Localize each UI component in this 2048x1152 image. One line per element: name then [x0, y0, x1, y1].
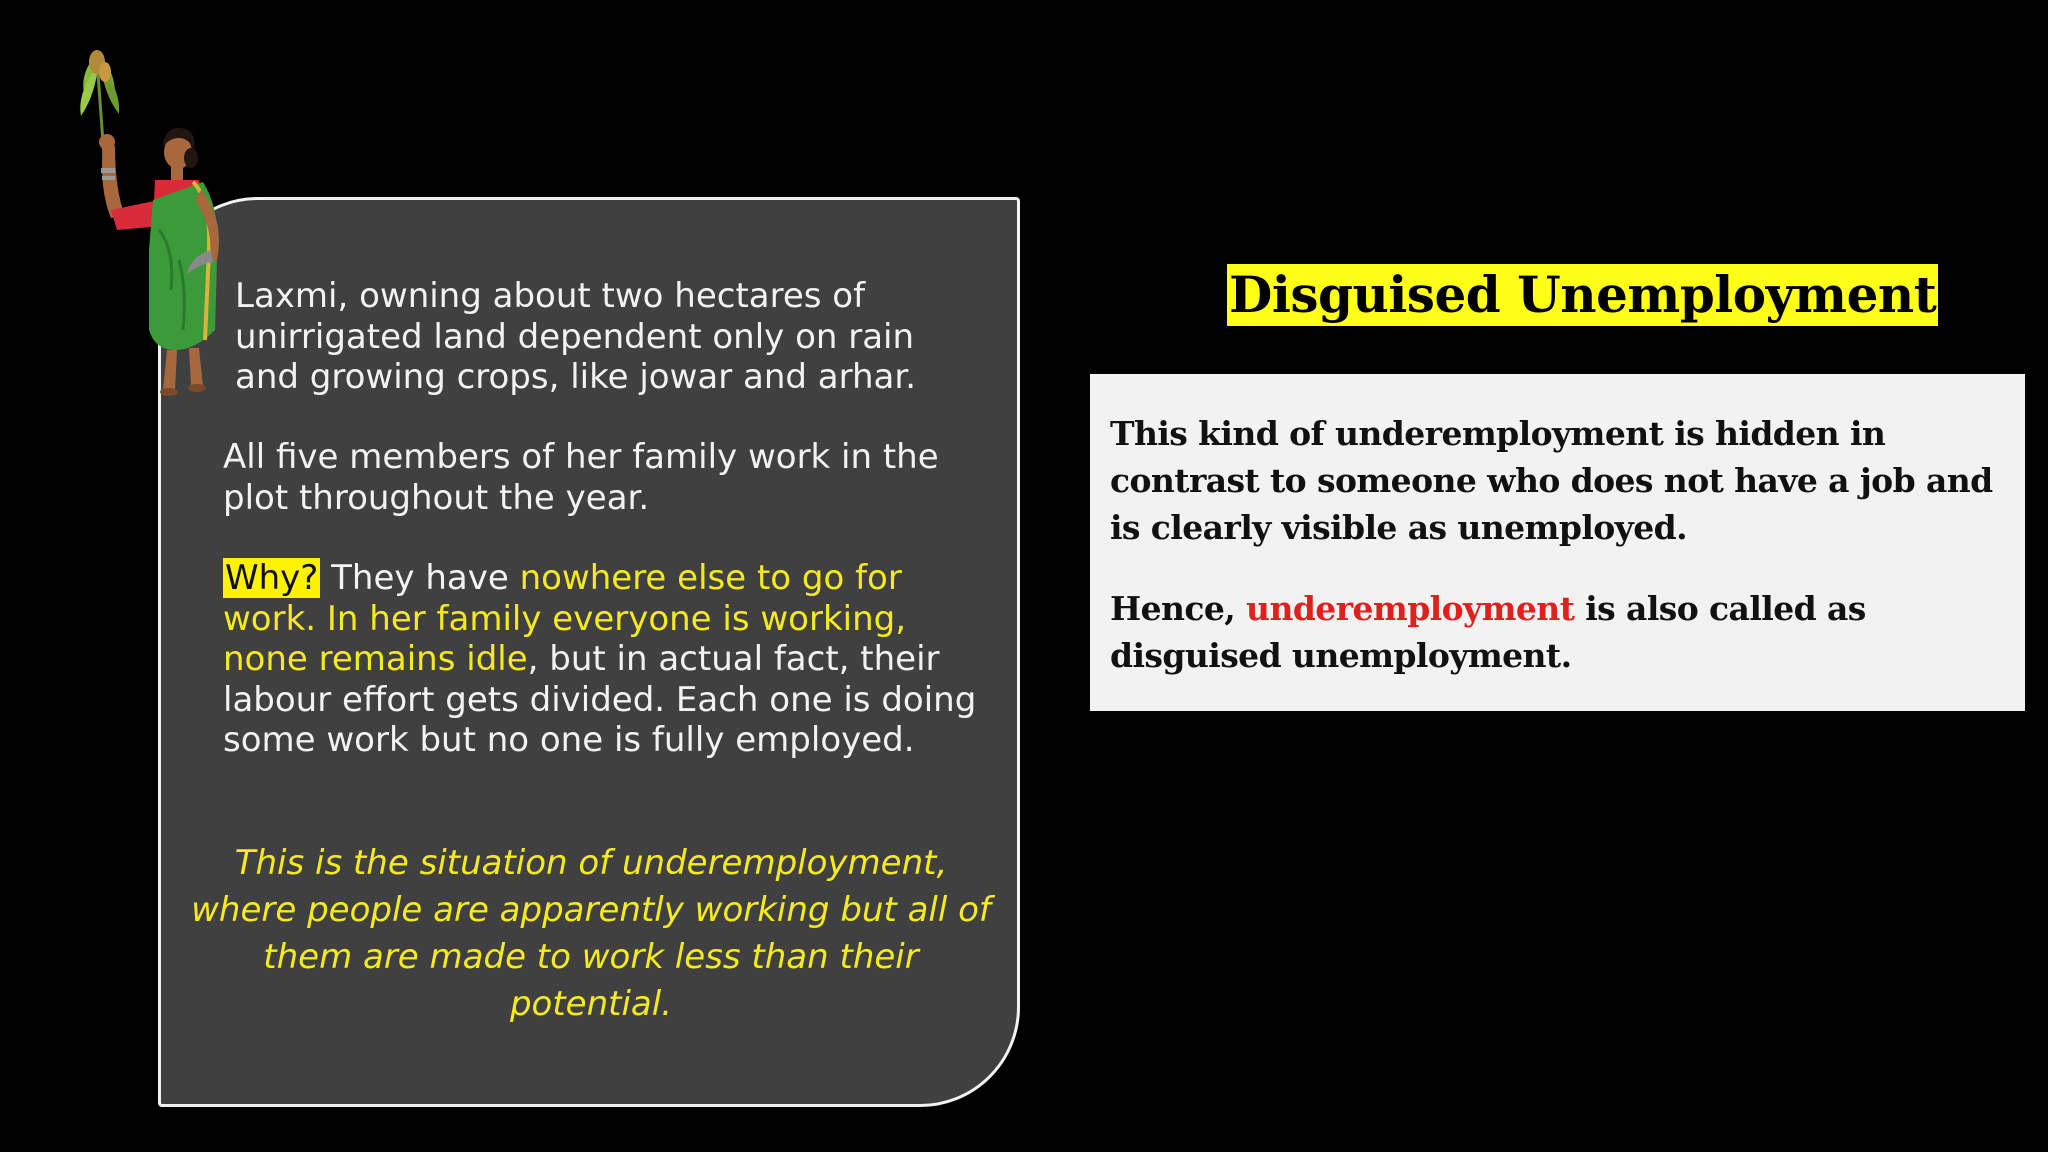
definition-paragraph-1: This kind of underemployment is hidden in contrast to someone who does not have a job and is clearly visible as unemployed.	[1110, 414, 1993, 547]
family-paragraph: All five members of her family work in the plot throughout the year.	[223, 437, 939, 518]
definition-p2-after: is also called as disguised unemployment.	[1110, 589, 1866, 675]
intro-paragraph: Laxmi, owning about two hectares of unirrigated land dependent only on rain and growing crops, like jowar and arhar.	[235, 276, 917, 397]
woman-farmer-holding-crop-icon	[75, 50, 250, 405]
why-rest: , but in actual fact, their labour effort gets divided. Each one is doing some work but no one is fully employed.	[223, 639, 977, 760]
definition-p2-before: Hence,	[1110, 589, 1236, 628]
definition-box	[1090, 374, 2025, 711]
why-paragraph	[223, 558, 983, 761]
why-lead: They have	[331, 558, 509, 598]
slide-title: Disguised Unemployment	[1229, 265, 1937, 324]
definition-paragraph-2	[1110, 585, 2007, 679]
underemployment-term: underemployment	[1246, 589, 1575, 628]
why-highlight: nowhere else to go for work. In her family everyone is working, none remains idle	[223, 558, 907, 679]
story-card	[158, 197, 1020, 1107]
why-badge: Why?	[225, 558, 319, 598]
situation-statement: This is the situation of underemployment, where people are apparently working but all of them are made to work less than their potential.	[191, 843, 991, 1024]
